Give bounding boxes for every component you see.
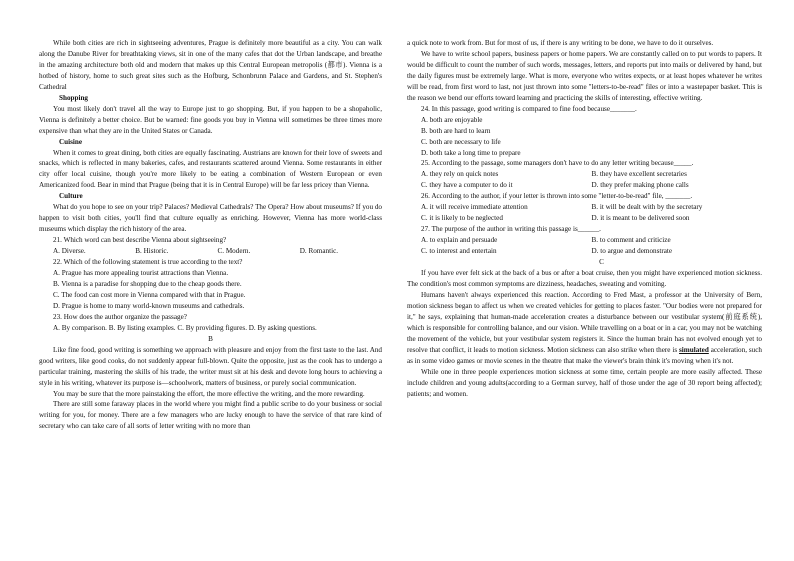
question-26: 26. According to the author, if your letter is thrown into some "letter-to-be-read" file, _______. — [421, 192, 693, 201]
question-21: 21. Which word can best describe Vienna about sightseeing? — [53, 236, 227, 245]
passage-b-paragraph-3-continued: a quick note to work from. But for most of us, if there is any writing to be done, we have to do it ourselves. — [407, 39, 714, 47]
passage-c-paragraph-2 — [407, 290, 762, 367]
passage-b-paragraph-4: We have to write school papers, business papers or home papers. We are constantly called on to put words to papers. It would be difficult to count the number of such words, messages, letters, and reports put into mails or delivered by hand, but the daily figures must be extremely large. What is more, everyone who writes expects, or at least hopes whatever he writes will be read, from first word to last, not just thrown into some "letters-to-be-read" files or into a wastepaper basket. This is the reason we bend our efforts toward learning and practicing the skills of interesting, effective writing. — [407, 49, 762, 102]
passage-a-cuisine: When it comes to great dining, both cities are equally fascinating. Austrians are known for their love of sweets and snacks, which is reflected in many bakeries, cafes, and restaurants scattered around Vienna. Some restaurants in either city offer local cuisine, though you're more likely to be eating a combination of Western European or even Americanized food. Bear in mind that Prague (being that it is in Central Europe) will be far less pricey than Vienna. — [39, 148, 382, 190]
option-24b: B. both are hard to learn — [421, 126, 491, 135]
option-25a: A. they rely on quick notes — [421, 170, 499, 179]
passage-b-letter: B — [208, 334, 213, 343]
question-23: 23. How does the author organize the passage? — [53, 312, 187, 321]
option-24d: D. both take a long time to prepare — [421, 148, 521, 157]
passage-c-letter: C — [599, 258, 604, 267]
passage-a-shopping: You most likely don't travel all the way to Europe just to go shopping. But, if you happen to be a shopaholic, Vienna is definitely a better choice. But be warned: fine goods you buy in Vienna will sometimes be three times more expensive than what they are in the United States or Canada. — [39, 104, 382, 135]
passage-b-paragraph-1: Like fine food, good writing is something we approach with pleasure and enjoy from the first taste to the last. And good writers, like good cooks, do not suddenly appear full-blown. Quite the opposite, just as the cook has to undergo a particular training, mastering the skills of his trade, the writer must sit at his desk and devote long hours to achieving a style in his writing, whatever its purpose is—schoolwork, matters of business, or purely social communication. — [39, 345, 382, 387]
option-25c: C. they have a computer to do it — [421, 181, 513, 190]
option-24a: A. both are enjoyable — [421, 115, 483, 124]
option-22b: B. Vienna is a paradise for shopping due to the cheap goods there. — [53, 279, 242, 288]
question-25-options-ab — [407, 169, 762, 180]
option-25b: B. they have excellent secretaries — [591, 170, 687, 179]
word-simulated: simulated — [679, 345, 709, 354]
option-21a: A. Diverse. — [53, 247, 86, 256]
option-26b: B. it will be dealt with by the secretary — [591, 203, 703, 212]
heading-shopping: Shopping — [59, 93, 88, 102]
option-22a: A. Prague has more appealing tourist attractions than Vienna. — [53, 269, 229, 278]
question-25: 25. According to the passage, some managers don't have to do any letter writing because_____. — [421, 159, 694, 168]
option-27b: B. to comment and criticize — [591, 236, 671, 245]
passage-c-paragraph-3: While one in three people experiences motion sickness at some time, certain people are more easily affected. These include children and young adults(according to a German survey, half of those under the age of 30 report being affected); patients; and women. — [407, 367, 762, 398]
passage-c-paragraph-2-text: Humans haven't always experienced this reaction. According to Fred Mast, a professor at the University of Bern, motion sickness began to affect us when we created vehicles for getting to places faster. "Our bodies were not prepared for it," he says, explaining that human-made acceleration creates a disturbance between our vestibular system(前庭系统), which is responsible for controlling balance, and our vision. While travelling on a boat or in a car, you may not be watching the movement of the vehicle, but your vestibular system registers it. Since the human brain has not evolved enough yet to resolve that conflict, it leads to motion sickness. Motion sickness can also strike when there is — [407, 290, 762, 354]
option-25d: D. they prefer making phone calls — [591, 181, 689, 190]
option-27d: D. to argue and demonstrate — [591, 247, 673, 256]
option-22c: C. The food can cost more in Vienna compared with that in Prague. — [53, 290, 246, 299]
question-26-options-ab — [407, 202, 762, 213]
heading-culture: Culture — [59, 192, 83, 201]
right-column — [407, 38, 762, 399]
option-26c: C. it is likely to be neglected — [421, 214, 503, 223]
question-22: 22. Which of the following statement is true according to the text? — [53, 258, 243, 267]
option-26a: A. it will receive immediate attention — [421, 203, 528, 212]
passage-a-culture: What do you hope to see on your trip? Palaces? Medieval Cathedrals? The Opera? How about museums? If you do happen to visit both cities, you'll find that culture equally as enriching. However, Vienna has more world-class museums which display the rich history of the area. — [39, 203, 382, 234]
option-21c: C. Modern. — [217, 247, 251, 256]
question-23-options: A. By comparison. B. By listing examples. C. By providing figures. D. By asking questions. — [53, 323, 317, 332]
passage-c-paragraph-2-tail: acceleration, such as in some video games or movie scenes in the theatre that make the viewer's brain think it's moving when it's not. — [407, 345, 762, 365]
option-27c: C. to interest and entertain — [421, 247, 497, 256]
question-21-options — [39, 246, 382, 257]
option-21d: D. Romantic. — [299, 247, 339, 256]
question-25-options-cd — [407, 180, 762, 191]
heading-cuisine: Cuisine — [59, 137, 83, 146]
passage-c-paragraph-1: If you have ever felt sick at the back of a bus or after a boat cruise, then you might have experienced motion sickness. The condition's most common symptoms are dizziness, headaches, sweating and vomiting. — [407, 269, 762, 288]
option-26d: D. it is meant to be delivered soon — [591, 214, 690, 223]
option-24c: C. both are necessary to life — [421, 137, 501, 146]
passage-b-paragraph-2: You may be sure that the more painstaking the effort, the more effective the writing, and the more rewarding. — [53, 389, 365, 398]
question-26-options-cd — [407, 213, 762, 224]
option-27a: A. to explain and persuade — [421, 236, 498, 245]
option-21b: B. Historic. — [135, 247, 169, 256]
option-22d: D. Prague is home to many world-known museums and cathedrals. — [53, 301, 245, 310]
passage-b-paragraph-3: There are still some faraway places in the world where you might find a public scribe to do your business or social writing for you, for money. There are a few managers who are lucky enough to have the service of that rare kind of secretary who can take care of all sorts of letter writing with no more than — [39, 400, 382, 431]
question-27: 27. The purpose of the author in writing this passage is______. — [421, 225, 601, 234]
question-24: 24. In this passage, good writing is compared to fine food because_______. — [421, 104, 637, 113]
question-27-options-ab — [407, 235, 762, 246]
question-27-options-cd — [407, 246, 762, 257]
left-column — [39, 38, 382, 432]
passage-a-sightseeing: While both cities are rich in sightseeing adventures, Prague is definitely more beautiful as a city. You can walk along the Danube River for breathtaking views, sit in one of the many cafes that dot the Urban landscape, and breathe in the amazing architecture both old and modern that makes up this Central European metropolis (都市). Vienna is a hotbed of history, home to such great sites such as the Hofburg, Schonbrunn Palace and Gardens, and St. Stephen's Cathedral — [39, 39, 382, 91]
